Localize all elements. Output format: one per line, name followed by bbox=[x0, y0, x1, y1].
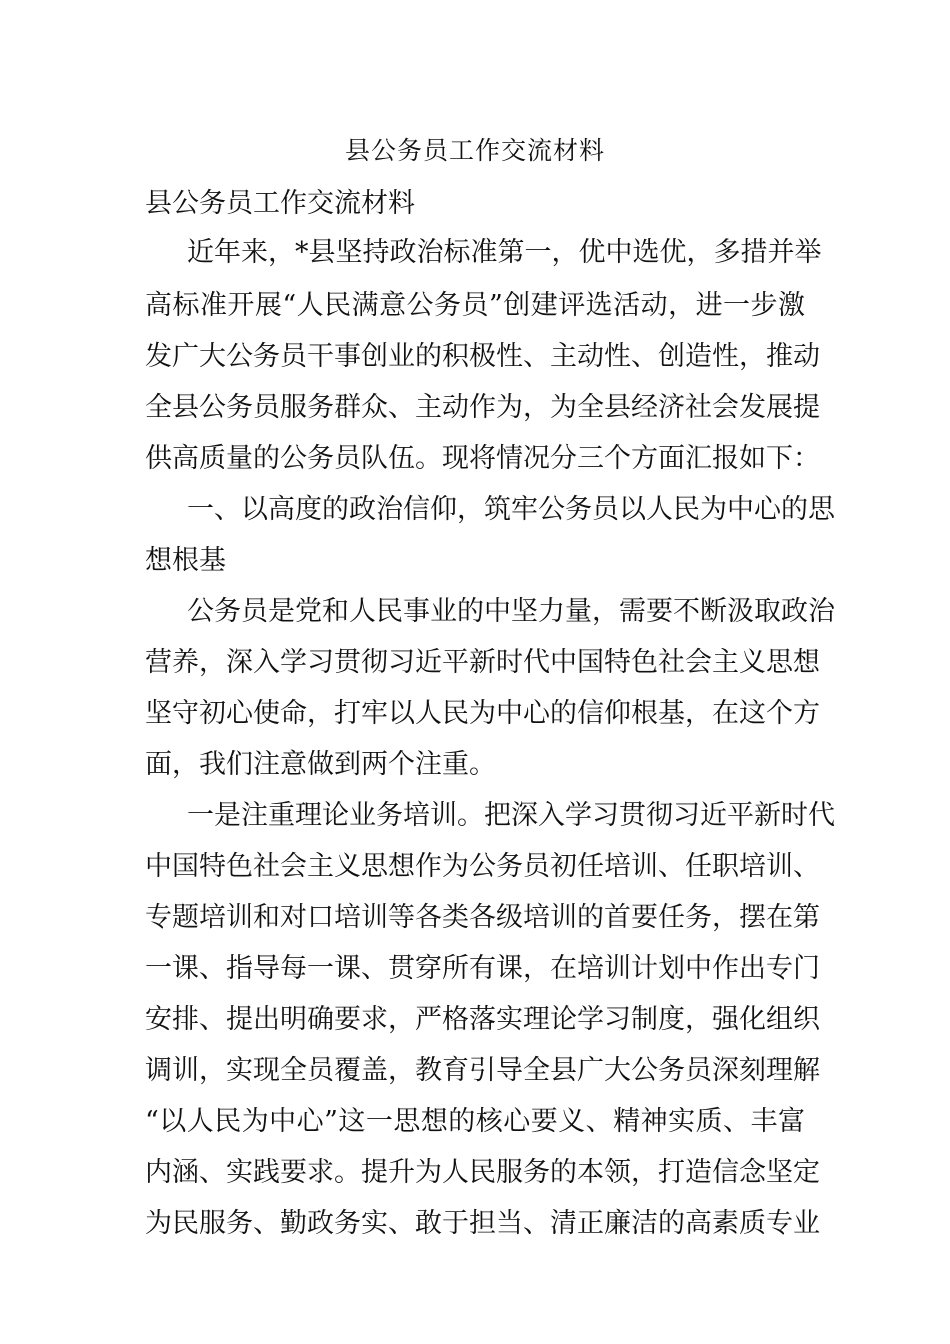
document-title: 县公务员工作交流材料 bbox=[344, 136, 605, 165]
paragraph-line: 中国特色社会主义思想作为公务员初任培训、任职培训、 bbox=[145, 851, 820, 882]
paragraph-line: 发广大公务员干事创业的积极性、主动性、创造性，推动 bbox=[145, 341, 820, 372]
paragraph-line: 近年来，*县坚持政治标准第一，优中选优，多措并举 bbox=[187, 237, 822, 268]
paragraph-line: 公务员是党和人民事业的中坚力量，需要不断汲取政治 bbox=[187, 596, 835, 627]
paragraph-line: 面，我们注意做到两个注重。 bbox=[145, 749, 496, 780]
paragraph-line: 一课、指导每一课、贯穿所有课，在培训计划中作出专门 bbox=[145, 953, 820, 984]
paragraph-line: 供高质量的公务员队伍。现将情况分三个方面汇报如下： bbox=[145, 443, 820, 474]
paragraph-line: 内涵、实践要求。提升为人民服务的本领，打造信念坚定 bbox=[145, 1157, 820, 1188]
paragraph-line: 安排、提出明确要求，严格落实理论学习制度，强化组织 bbox=[145, 1004, 820, 1035]
paragraph-line: 一是注重理论业务培训。把深入学习贯彻习近平新时代 bbox=[187, 800, 835, 831]
section-heading-line: 想根基 bbox=[145, 545, 226, 576]
paragraph-line: 专题培训和对口培训等各类各级培训的首要任务，摆在第 bbox=[145, 902, 820, 933]
paragraph-line: 调训，实现全员覆盖，教育引导全县广大公务员深刻理解 bbox=[145, 1055, 820, 1086]
paragraph-line: 全县公务员服务群众、主动作为，为全县经济社会发展提 bbox=[145, 392, 820, 423]
paragraph-line: 高标准开展“人民满意公务员”创建评选活动，进一步激 bbox=[145, 290, 805, 321]
document-subtitle: 县公务员工作交流材料 bbox=[145, 188, 415, 219]
paragraph-line: “以人民为中心”这一思想的核心要义、精神实质、丰富 bbox=[145, 1106, 805, 1137]
paragraph-line: 坚守初心使命，打牢以人民为中心的信仰根基，在这个方 bbox=[145, 698, 820, 729]
paragraph-line: 营养，深入学习贯彻习近平新时代中国特色社会主义思想 bbox=[145, 647, 820, 678]
paragraph-line: 为民服务、勤政务实、敢于担当、清正廉洁的高素质专业 bbox=[145, 1208, 820, 1239]
section-heading-line: 一、以高度的政治信仰，筑牢公务员以人民为中心的思 bbox=[187, 494, 835, 525]
